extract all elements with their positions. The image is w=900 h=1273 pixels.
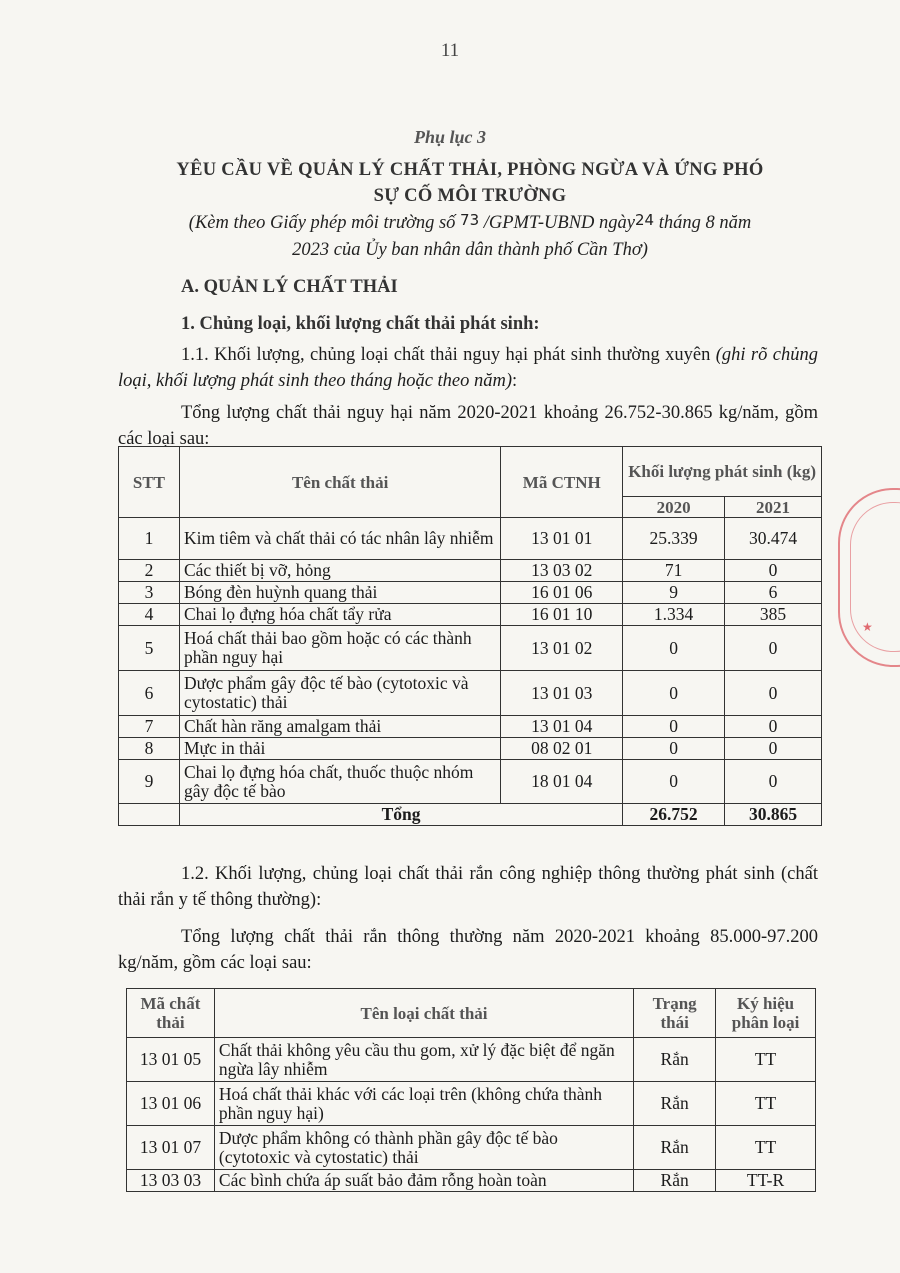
- header-stt: STT: [119, 447, 180, 518]
- total-2021: 30.865: [725, 804, 822, 826]
- table-header-row: [127, 989, 816, 1038]
- header-waste-name: Tên chất thải: [179, 447, 500, 518]
- seal-star-icon: ★: [862, 620, 873, 634]
- table-row: 13 01 07 Dược phẩm không có thành phần gây độc tế bào (cytotoxic và cytostatic) thải Rắn TT: [127, 1126, 816, 1170]
- header-state: Trạng thái: [634, 989, 716, 1038]
- table-row: 13 01 06 Hoá chất thải khác với các loại trên (không chứa thành phần nguy hại) Rắn TT: [127, 1082, 816, 1126]
- table-row: 13 03 03 Các bình chứa áp suất bảo đảm rỗng hoàn toàn Rắn TT-R: [127, 1170, 816, 1192]
- paragraph-1-1: 1.1. Khối lượng, chủng loại chất thải nguy hại phát sinh thường xuyên (ghi rõ chủng loại, khối lượng phát sinh theo tháng hoặc theo năm):: [118, 345, 818, 391]
- subtitle-line-1: (Kèm theo Giấy phép môi trường số 73 /GPMT-UBND ngày24 tháng 8 năm: [188, 211, 752, 233]
- table-row: 5 Hoá chất thải bao gồm hoặc có các thành phần nguy hại 13 01 02 0 0: [119, 626, 822, 671]
- section-1-heading: 1. Chủng loại, khối lượng chất thải phát sinh:: [181, 314, 540, 334]
- table-row: 4 Chai lọ đựng hóa chất tẩy rửa 16 01 10 1.334 385: [119, 604, 822, 626]
- table-row: 13 01 05 Chất thải không yêu cầu thu gom, xử lý đặc biệt để ngăn ngừa lây nhiễm Rắn TT: [127, 1038, 816, 1082]
- table-row: 6 Dược phẩm gây độc tế bào (cytotoxic và cytostatic) thải 13 01 03 0 0: [119, 671, 822, 716]
- table-total-row: [119, 804, 822, 826]
- title-line-1: YÊU CẦU VỀ QUẢN LÝ CHẤT THẢI, PHÒNG NGỪA VÀ ỨNG PHÓ: [176, 160, 764, 180]
- total-2020: 26.752: [623, 804, 725, 826]
- table-header-row: [119, 447, 822, 497]
- official-seal-inner-ring: [850, 502, 900, 652]
- table-row: 3 Bóng đèn huỳnh quang thải 16 01 06 9 6: [119, 582, 822, 604]
- document-title: [120, 157, 820, 209]
- header-waste-code: Mã CTNH: [501, 447, 623, 518]
- section-a-heading: A. QUẢN LÝ CHẤT THẢI: [181, 277, 398, 297]
- header-waste-code: Mã chất thải: [127, 989, 215, 1038]
- table-row: 2 Các thiết bị vỡ, hỏng 13 03 02 71 0: [119, 560, 822, 582]
- hazardous-waste-table: [118, 446, 822, 826]
- appendix-label: Phụ lục 3: [413, 127, 487, 147]
- solid-waste-table: [126, 988, 816, 1192]
- paragraph-hazard-total: Tổng lượng chất thải nguy hại năm 2020-2021 khoảng 26.752-30.865 kg/năm, gồm các loại sau:: [118, 403, 818, 449]
- table-row: 7 Chất hàn răng amalgam thải 13 01 04 0 0: [119, 716, 822, 738]
- document-subtitle: [120, 207, 820, 264]
- header-2021: 2021: [725, 497, 822, 518]
- table-row: 8 Mực in thải 08 02 01 0 0: [119, 738, 822, 760]
- page-number: 11: [440, 40, 460, 61]
- subtitle-line-2: 2023 của Ủy ban nhân dân thành phố Cần Thơ): [292, 240, 648, 260]
- permit-number: 73: [460, 211, 480, 229]
- paragraph-solid-total: Tổng lượng chất thải rắn thông thường năm 2020-2021 khoảng 85.000-97.200 kg/năm, gồm các loại sau:: [118, 927, 818, 973]
- paragraph-1-2: 1.2. Khối lượng, chủng loại chất thải rắn công nghiệp thông thường phát sinh (chất thải rắn y tế thông thường):: [118, 864, 818, 910]
- permit-day: 24: [634, 211, 655, 229]
- header-2020: 2020: [623, 497, 725, 518]
- table-row: 9 Chai lọ đựng hóa chất, thuốc thuộc nhóm gây độc tế bào 18 01 04 0 0: [119, 760, 822, 804]
- table-row: 1 Kim tiêm và chất thải có tác nhân lây nhiễm 13 01 01 25.339 30.474: [119, 518, 822, 560]
- header-mass: Khối lượng phát sinh (kg): [623, 447, 822, 497]
- header-waste-type: Tên loại chất thải: [214, 989, 633, 1038]
- total-label: Tổng: [179, 804, 622, 826]
- header-classification: Ký hiệu phân loại: [716, 989, 816, 1038]
- title-line-2: SỰ CỐ MÔI TRƯỜNG: [373, 186, 567, 206]
